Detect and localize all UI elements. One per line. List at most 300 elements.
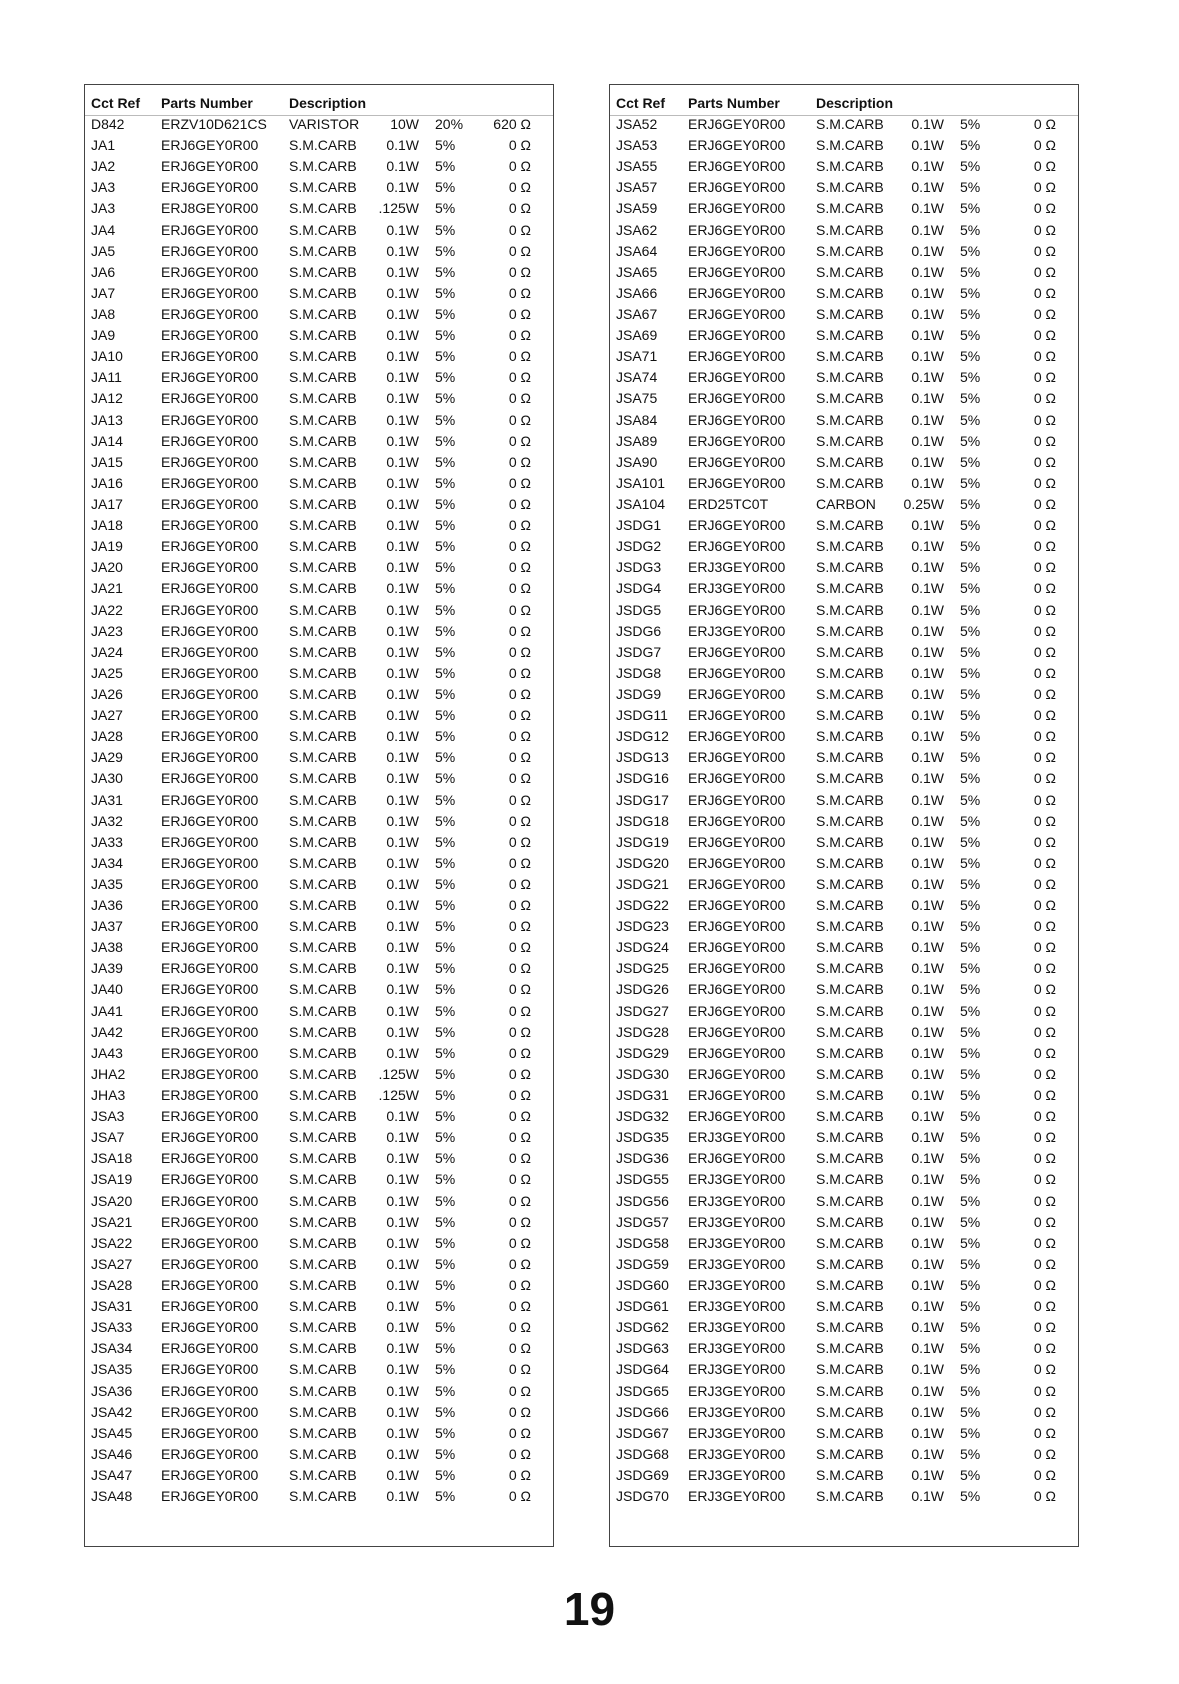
cell-cct-ref: JSA31 bbox=[91, 1298, 133, 1315]
cell-cct-ref: JSDG64 bbox=[616, 1361, 669, 1378]
cell-wattage: 0.1W bbox=[911, 580, 944, 597]
table-row bbox=[85, 1360, 553, 1381]
cell-cct-ref: D842 bbox=[91, 116, 125, 132]
cell-wattage: 0.1W bbox=[386, 770, 419, 787]
table-row bbox=[610, 622, 1078, 643]
cell-value: 0 Ω bbox=[508, 1403, 531, 1420]
cell-wattage: 0.1W bbox=[386, 474, 419, 491]
cell-tolerance: 5% bbox=[960, 1213, 981, 1230]
cell-wattage: 0.1W bbox=[911, 1044, 944, 1061]
cell-value: 0 Ω bbox=[1033, 158, 1056, 175]
cell-tolerance: 5% bbox=[435, 749, 456, 766]
cell-wattage: 0.1W bbox=[911, 1319, 944, 1336]
cell-cct-ref: JSDG58 bbox=[616, 1234, 669, 1251]
cell-wattage: 0.1W bbox=[386, 348, 419, 365]
cell-cct-ref: JA5 bbox=[91, 242, 116, 259]
cell-parts-number: ERJ6GEY0R00 bbox=[161, 622, 259, 639]
cell-value: 0 Ω bbox=[508, 1488, 531, 1505]
cell-tolerance: 5% bbox=[435, 728, 456, 745]
cell-value: 0 Ω bbox=[1033, 918, 1056, 935]
cell-value: 0 Ω bbox=[508, 1382, 531, 1399]
cell-description: S.M.CARB bbox=[289, 1467, 357, 1483]
cell-tolerance: 5% bbox=[960, 1298, 981, 1315]
cell-wattage: 0.1W bbox=[386, 622, 419, 639]
cell-parts-number: ERJ6GEY0R00 bbox=[161, 580, 259, 597]
cell-tolerance: 5% bbox=[435, 1002, 456, 1019]
cell-tolerance: 5% bbox=[435, 221, 456, 238]
cell-value: 0 Ω bbox=[1033, 833, 1056, 850]
cell-cct-ref: JA9 bbox=[91, 327, 116, 344]
cell-description: S.M.CARB bbox=[816, 1002, 884, 1019]
cell-description: S.M.CARB bbox=[816, 1044, 884, 1061]
cell-value: 0 Ω bbox=[1033, 580, 1056, 597]
cell-wattage: 0.1W bbox=[911, 538, 944, 555]
cell-parts-number: ERJ3GEY0R00 bbox=[688, 1192, 786, 1209]
cell-description: S.M.CARB bbox=[816, 1382, 884, 1399]
cell-cct-ref: JSA84 bbox=[616, 411, 658, 428]
cell-description: CARBON bbox=[816, 495, 876, 512]
cell-tolerance: 5% bbox=[435, 179, 456, 196]
cell-description: S.M.CARB bbox=[289, 749, 357, 766]
table-row bbox=[610, 833, 1078, 854]
cell-description: S.M.CARB bbox=[816, 158, 884, 175]
cell-value: 0 Ω bbox=[1033, 327, 1056, 344]
cell-wattage: 0.1W bbox=[911, 685, 944, 702]
table-row bbox=[85, 1403, 553, 1424]
table-row bbox=[610, 1276, 1078, 1297]
cell-wattage: 0.1W bbox=[911, 1002, 944, 1019]
cell-wattage: 0.1W bbox=[386, 495, 419, 512]
table-row bbox=[85, 1086, 553, 1107]
cell-cct-ref: JA26 bbox=[91, 685, 123, 702]
cell-description: S.M.CARB bbox=[816, 918, 884, 935]
table-row bbox=[610, 917, 1078, 938]
cell-description: S.M.CARB bbox=[816, 200, 884, 217]
cell-cct-ref: JA27 bbox=[91, 707, 123, 724]
table-header bbox=[85, 91, 553, 116]
cell-cct-ref: JSA101 bbox=[616, 474, 666, 491]
cell-cct-ref: JA14 bbox=[91, 432, 123, 449]
table-row bbox=[610, 474, 1078, 495]
cell-cct-ref: JA11 bbox=[91, 369, 122, 386]
cell-cct-ref: JSA64 bbox=[616, 242, 658, 259]
table-row bbox=[85, 136, 553, 157]
cell-cct-ref: JSDG55 bbox=[616, 1171, 669, 1188]
cell-tolerance: 5% bbox=[960, 791, 981, 808]
cell-wattage: 0.1W bbox=[911, 749, 944, 766]
cell-wattage: 0.1W bbox=[386, 664, 419, 681]
cell-value: 0 Ω bbox=[508, 685, 531, 702]
cell-description: S.M.CARB bbox=[816, 538, 884, 555]
cell-parts-number: ERJ6GEY0R00 bbox=[161, 1044, 259, 1061]
cell-wattage: 0.1W bbox=[386, 897, 419, 914]
cell-wattage: 0.1W bbox=[386, 1171, 419, 1188]
cell-value: 0 Ω bbox=[1033, 538, 1056, 555]
cell-value: 0 Ω bbox=[1033, 179, 1056, 196]
cell-description: S.M.CARB bbox=[289, 812, 357, 829]
cell-wattage: 0.1W bbox=[911, 1445, 944, 1462]
cell-tolerance: 5% bbox=[960, 960, 981, 977]
table-row bbox=[85, 199, 553, 220]
table-row bbox=[85, 643, 553, 664]
cell-tolerance: 5% bbox=[435, 1298, 456, 1315]
table-row bbox=[85, 1065, 553, 1086]
cell-tolerance: 5% bbox=[960, 854, 981, 871]
cell-parts-number: ERJ6GEY0R00 bbox=[688, 749, 786, 766]
table-row bbox=[610, 411, 1078, 432]
cell-wattage: 0.1W bbox=[386, 327, 419, 344]
cell-value: 0 Ω bbox=[508, 411, 531, 428]
cell-wattage: 0.1W bbox=[386, 1108, 419, 1125]
cell-cct-ref: JSDG68 bbox=[616, 1445, 669, 1462]
cell-description: S.M.CARB bbox=[816, 1213, 884, 1230]
cell-value: 0 Ω bbox=[508, 221, 531, 238]
cell-value: 0 Ω bbox=[1033, 812, 1056, 829]
cell-wattage: 0.1W bbox=[911, 791, 944, 808]
cell-description: S.M.CARB bbox=[816, 1065, 884, 1082]
cell-tolerance: 5% bbox=[960, 728, 981, 745]
cell-value: 0 Ω bbox=[1033, 707, 1056, 724]
cell-description: S.M.CARB bbox=[816, 664, 884, 681]
cell-value: 0 Ω bbox=[1033, 200, 1056, 217]
cell-tolerance: 5% bbox=[960, 1445, 981, 1462]
cell-wattage: 0.1W bbox=[386, 1361, 419, 1378]
cell-wattage: 0.1W bbox=[386, 918, 419, 935]
table-row bbox=[85, 1002, 553, 1023]
cell-value: 0 Ω bbox=[1033, 221, 1056, 238]
cell-wattage: 0.1W bbox=[911, 622, 944, 639]
cell-cct-ref: JA31 bbox=[91, 791, 123, 808]
table-row bbox=[610, 875, 1078, 896]
cell-cct-ref: JSA42 bbox=[91, 1403, 133, 1420]
cell-description: S.M.CARB bbox=[289, 854, 357, 871]
cell-wattage: 0.1W bbox=[911, 601, 944, 618]
cell-description: S.M.CARB bbox=[289, 1488, 357, 1505]
cell-cct-ref: JSDG25 bbox=[616, 960, 669, 977]
cell-cct-ref: JA2 bbox=[91, 158, 116, 175]
cell-parts-number: ERJ6GEY0R00 bbox=[161, 1277, 259, 1294]
cell-wattage: 0.1W bbox=[911, 981, 944, 998]
cell-parts-number: ERJ6GEY0R00 bbox=[688, 897, 786, 914]
cell-parts-number: ERJ6GEY0R00 bbox=[688, 728, 786, 745]
cell-cct-ref: JA21 bbox=[91, 580, 123, 597]
cell-parts-number: ERD25TC0T bbox=[688, 495, 769, 512]
cell-value: 0 Ω bbox=[1033, 1361, 1056, 1378]
cell-cct-ref: JSA20 bbox=[91, 1192, 133, 1209]
cell-cct-ref: JSDG4 bbox=[616, 580, 662, 597]
cell-tolerance: 5% bbox=[960, 284, 981, 301]
cell-cct-ref: JSA65 bbox=[616, 263, 658, 280]
cell-cct-ref: JA39 bbox=[91, 960, 123, 977]
cell-value: 0 Ω bbox=[508, 1023, 531, 1040]
cell-value: 0 Ω bbox=[508, 1319, 531, 1336]
cell-tolerance: 5% bbox=[960, 348, 981, 365]
cell-wattage: 0.1W bbox=[911, 1424, 944, 1441]
cell-value: 0 Ω bbox=[1033, 1192, 1056, 1209]
cell-cct-ref: JSA7 bbox=[91, 1129, 125, 1146]
cell-tolerance: 5% bbox=[960, 1023, 981, 1040]
table-row bbox=[610, 854, 1078, 875]
cell-cct-ref: JA8 bbox=[91, 305, 116, 322]
cell-value: 0 Ω bbox=[1033, 1234, 1056, 1251]
cell-description: S.M.CARB bbox=[816, 854, 884, 871]
cell-cct-ref: JSA19 bbox=[91, 1171, 133, 1188]
cell-wattage: 0.1W bbox=[911, 1361, 944, 1378]
cell-wattage: 0.1W bbox=[911, 137, 944, 154]
table-body bbox=[85, 115, 553, 1508]
cell-description: S.M.CARB bbox=[289, 263, 357, 280]
table-row bbox=[610, 1403, 1078, 1424]
cell-description: S.M.CARB bbox=[289, 728, 357, 745]
cell-parts-number: ERJ6GEY0R00 bbox=[688, 517, 786, 534]
cell-value: 0 Ω bbox=[508, 453, 531, 470]
table-row bbox=[85, 854, 553, 875]
cell-cct-ref: JA28 bbox=[91, 728, 123, 745]
cell-description: S.M.CARB bbox=[816, 897, 884, 914]
cell-description: S.M.CARB bbox=[816, 1361, 884, 1378]
cell-parts-number: ERJ8GEY0R00 bbox=[161, 200, 259, 217]
cell-description: S.M.CARB bbox=[289, 918, 357, 935]
cell-value: 0 Ω bbox=[1033, 1087, 1056, 1104]
cell-parts-number: ERJ3GEY0R00 bbox=[688, 580, 786, 597]
cell-cct-ref: JSDG23 bbox=[616, 918, 669, 935]
cell-tolerance: 5% bbox=[960, 1277, 981, 1294]
cell-value: 0 Ω bbox=[508, 158, 531, 175]
cell-wattage: 0.1W bbox=[386, 1255, 419, 1272]
cell-tolerance: 5% bbox=[435, 263, 456, 280]
cell-cct-ref: JSA48 bbox=[91, 1488, 133, 1505]
cell-tolerance: 5% bbox=[435, 664, 456, 681]
cell-tolerance: 5% bbox=[960, 1361, 981, 1378]
cell-value: 0 Ω bbox=[508, 770, 531, 787]
cell-parts-number: ERJ6GEY0R00 bbox=[161, 1129, 259, 1146]
table-row bbox=[85, 791, 553, 812]
cell-parts-number: ERJ6GEY0R00 bbox=[688, 643, 786, 660]
parts-table-right bbox=[609, 84, 1079, 1547]
cell-parts-number: ERJ6GEY0R00 bbox=[161, 601, 259, 618]
cell-cct-ref: JSDG9 bbox=[616, 685, 662, 702]
cell-tolerance: 5% bbox=[960, 327, 981, 344]
cell-value: 0 Ω bbox=[1033, 411, 1056, 428]
cell-value: 0 Ω bbox=[1033, 1065, 1056, 1082]
cell-parts-number: ERJ6GEY0R00 bbox=[161, 348, 259, 365]
cell-description: S.M.CARB bbox=[816, 812, 884, 829]
cell-cct-ref: JSA66 bbox=[616, 284, 658, 301]
cell-parts-number: ERJ6GEY0R00 bbox=[161, 981, 259, 998]
cell-description: S.M.CARB bbox=[289, 1002, 357, 1019]
cell-cct-ref: JHA3 bbox=[91, 1087, 126, 1104]
cell-value: 0 Ω bbox=[508, 749, 531, 766]
cell-wattage: 0.1W bbox=[386, 158, 419, 175]
table-row bbox=[610, 432, 1078, 453]
cell-wattage: 0.1W bbox=[386, 305, 419, 322]
cell-description: S.M.CARB bbox=[289, 327, 357, 344]
cell-parts-number: ERJ6GEY0R00 bbox=[688, 1002, 786, 1019]
cell-description: S.M.CARB bbox=[816, 939, 884, 956]
table-row bbox=[610, 389, 1078, 410]
header-parts-number: Parts Number bbox=[688, 95, 780, 111]
cell-value: 0 Ω bbox=[1033, 791, 1056, 808]
table-row bbox=[85, 347, 553, 368]
cell-parts-number: ERJ6GEY0R00 bbox=[688, 1023, 786, 1040]
cell-description: S.M.CARB bbox=[816, 1403, 884, 1420]
cell-cct-ref: JA16 bbox=[91, 474, 123, 491]
cell-value: 0 Ω bbox=[1033, 369, 1056, 386]
cell-value: 0 Ω bbox=[508, 707, 531, 724]
cell-description: S.M.CARB bbox=[816, 1488, 884, 1505]
cell-tolerance: 5% bbox=[435, 158, 456, 175]
header-description: Description bbox=[289, 95, 367, 111]
cell-description: S.M.CARB bbox=[816, 348, 884, 365]
table-row bbox=[610, 1318, 1078, 1339]
cell-wattage: 0.1W bbox=[386, 728, 419, 745]
cell-parts-number: ERJ6GEY0R00 bbox=[688, 1108, 786, 1125]
cell-description: S.M.CARB bbox=[816, 284, 884, 301]
cell-parts-number: ERJ6GEY0R00 bbox=[161, 854, 259, 871]
cell-parts-number: ERJ6GEY0R00 bbox=[161, 1298, 259, 1315]
cell-description: S.M.CARB bbox=[289, 1361, 357, 1378]
cell-wattage: 0.1W bbox=[386, 1340, 419, 1357]
cell-wattage: 0.1W bbox=[911, 411, 944, 428]
cell-value: 0 Ω bbox=[508, 1171, 531, 1188]
cell-parts-number: ERJ6GEY0R00 bbox=[688, 221, 786, 238]
cell-cct-ref: JSA3 bbox=[91, 1108, 125, 1125]
cell-tolerance: 5% bbox=[960, 833, 981, 850]
cell-wattage: .125W bbox=[378, 1065, 419, 1082]
cell-value: 0 Ω bbox=[1033, 453, 1056, 470]
table-row bbox=[85, 157, 553, 178]
cell-tolerance: 5% bbox=[435, 284, 456, 301]
table-row bbox=[610, 221, 1078, 242]
table-row bbox=[85, 516, 553, 537]
cell-parts-number: ERJ6GEY0R00 bbox=[688, 411, 786, 428]
cell-wattage: 0.1W bbox=[911, 263, 944, 280]
cell-parts-number: ERJ6GEY0R00 bbox=[161, 643, 259, 660]
table-row bbox=[610, 157, 1078, 178]
cell-tolerance: 5% bbox=[435, 833, 456, 850]
cell-wattage: 0.1W bbox=[911, 854, 944, 871]
cell-value: 0 Ω bbox=[1033, 432, 1056, 449]
cell-tolerance: 5% bbox=[435, 1255, 456, 1272]
cell-tolerance: 5% bbox=[435, 327, 456, 344]
cell-parts-number: ERJ6GEY0R00 bbox=[688, 770, 786, 787]
cell-parts-number: ERJ6GEY0R00 bbox=[688, 854, 786, 871]
cell-parts-number: ERJ3GEY0R00 bbox=[688, 1234, 786, 1251]
cell-tolerance: 5% bbox=[435, 1087, 456, 1104]
cell-description: S.M.CARB bbox=[289, 453, 357, 470]
cell-value: 0 Ω bbox=[1033, 348, 1056, 365]
cell-cct-ref: JSDG21 bbox=[616, 875, 669, 892]
cell-cct-ref: JSDG5 bbox=[616, 601, 662, 618]
cell-wattage: 0.1W bbox=[386, 1002, 419, 1019]
table-row bbox=[610, 1149, 1078, 1170]
cell-value: 0 Ω bbox=[508, 601, 531, 618]
cell-parts-number: ERJ6GEY0R00 bbox=[161, 1255, 259, 1272]
cell-tolerance: 5% bbox=[960, 1065, 981, 1082]
cell-tolerance: 5% bbox=[960, 707, 981, 724]
cell-parts-number: ERJ6GEY0R00 bbox=[161, 749, 259, 766]
cell-tolerance: 5% bbox=[960, 1403, 981, 1420]
cell-value: 0 Ω bbox=[508, 664, 531, 681]
cell-tolerance: 5% bbox=[435, 1150, 456, 1167]
table-row bbox=[610, 1255, 1078, 1276]
cell-tolerance: 5% bbox=[960, 1382, 981, 1399]
cell-cct-ref: JSA34 bbox=[91, 1340, 133, 1357]
cell-tolerance: 5% bbox=[435, 369, 456, 386]
cell-value: 0 Ω bbox=[1033, 770, 1056, 787]
cell-cct-ref: JSDG7 bbox=[616, 643, 662, 660]
cell-wattage: 0.1W bbox=[386, 601, 419, 618]
table-row bbox=[610, 1339, 1078, 1360]
cell-tolerance: 5% bbox=[435, 1213, 456, 1230]
cell-value: 0 Ω bbox=[508, 1044, 531, 1061]
cell-parts-number: ERJ6GEY0R00 bbox=[161, 960, 259, 977]
table-row bbox=[85, 980, 553, 1001]
table-row bbox=[85, 579, 553, 600]
cell-parts-number: ERJ6GEY0R00 bbox=[688, 1150, 786, 1167]
table-row bbox=[610, 347, 1078, 368]
cell-description: S.M.CARB bbox=[289, 348, 357, 365]
cell-wattage: 0.1W bbox=[911, 1403, 944, 1420]
table-row bbox=[610, 326, 1078, 347]
cell-cct-ref: JA13 bbox=[91, 411, 123, 428]
cell-wattage: 0.25W bbox=[903, 495, 944, 512]
cell-tolerance: 5% bbox=[960, 918, 981, 935]
cell-wattage: .125W bbox=[378, 200, 419, 217]
cell-wattage: 0.1W bbox=[911, 707, 944, 724]
cell-tolerance: 5% bbox=[960, 116, 981, 132]
table-row bbox=[610, 727, 1078, 748]
cell-wattage: 0.1W bbox=[386, 369, 419, 386]
cell-description: S.M.CARB bbox=[816, 1467, 884, 1483]
table-row bbox=[85, 558, 553, 579]
cell-cct-ref: JSDG12 bbox=[616, 728, 669, 745]
cell-value: 0 Ω bbox=[1033, 622, 1056, 639]
cell-cct-ref: JSA57 bbox=[616, 179, 658, 196]
cell-wattage: 0.1W bbox=[386, 1192, 419, 1209]
cell-tolerance: 5% bbox=[435, 875, 456, 892]
cell-cct-ref: JA30 bbox=[91, 770, 123, 787]
cell-parts-number: ERJ3GEY0R00 bbox=[688, 559, 786, 576]
cell-parts-number: ERJ3GEY0R00 bbox=[688, 1382, 786, 1399]
cell-cct-ref: JA22 bbox=[91, 601, 123, 618]
cell-value: 0 Ω bbox=[508, 495, 531, 512]
cell-value: 0 Ω bbox=[1033, 284, 1056, 301]
table-header bbox=[610, 91, 1078, 116]
cell-value: 0 Ω bbox=[1033, 1108, 1056, 1125]
cell-tolerance: 5% bbox=[435, 1382, 456, 1399]
table-row bbox=[610, 1002, 1078, 1023]
table-row bbox=[85, 1192, 553, 1213]
cell-wattage: 10W bbox=[390, 116, 419, 132]
cell-description: S.M.CARB bbox=[289, 432, 357, 449]
cell-value: 0 Ω bbox=[1033, 1340, 1056, 1357]
cell-cct-ref: JSA62 bbox=[616, 221, 658, 238]
cell-value: 0 Ω bbox=[1033, 1129, 1056, 1146]
cell-wattage: 0.1W bbox=[911, 348, 944, 365]
table-row bbox=[85, 474, 553, 495]
cell-value: 0 Ω bbox=[1033, 897, 1056, 914]
cell-cct-ref: JSA36 bbox=[91, 1382, 133, 1399]
cell-value: 0 Ω bbox=[508, 1445, 531, 1462]
cell-parts-number: ERJ6GEY0R00 bbox=[161, 305, 259, 322]
cell-parts-number: ERJ6GEY0R00 bbox=[161, 1340, 259, 1357]
cell-description: S.M.CARB bbox=[816, 1192, 884, 1209]
cell-description: S.M.CARB bbox=[289, 369, 357, 386]
cell-parts-number: ERJ6GEY0R00 bbox=[688, 918, 786, 935]
table-row bbox=[610, 263, 1078, 284]
cell-cct-ref: JA24 bbox=[91, 643, 123, 660]
